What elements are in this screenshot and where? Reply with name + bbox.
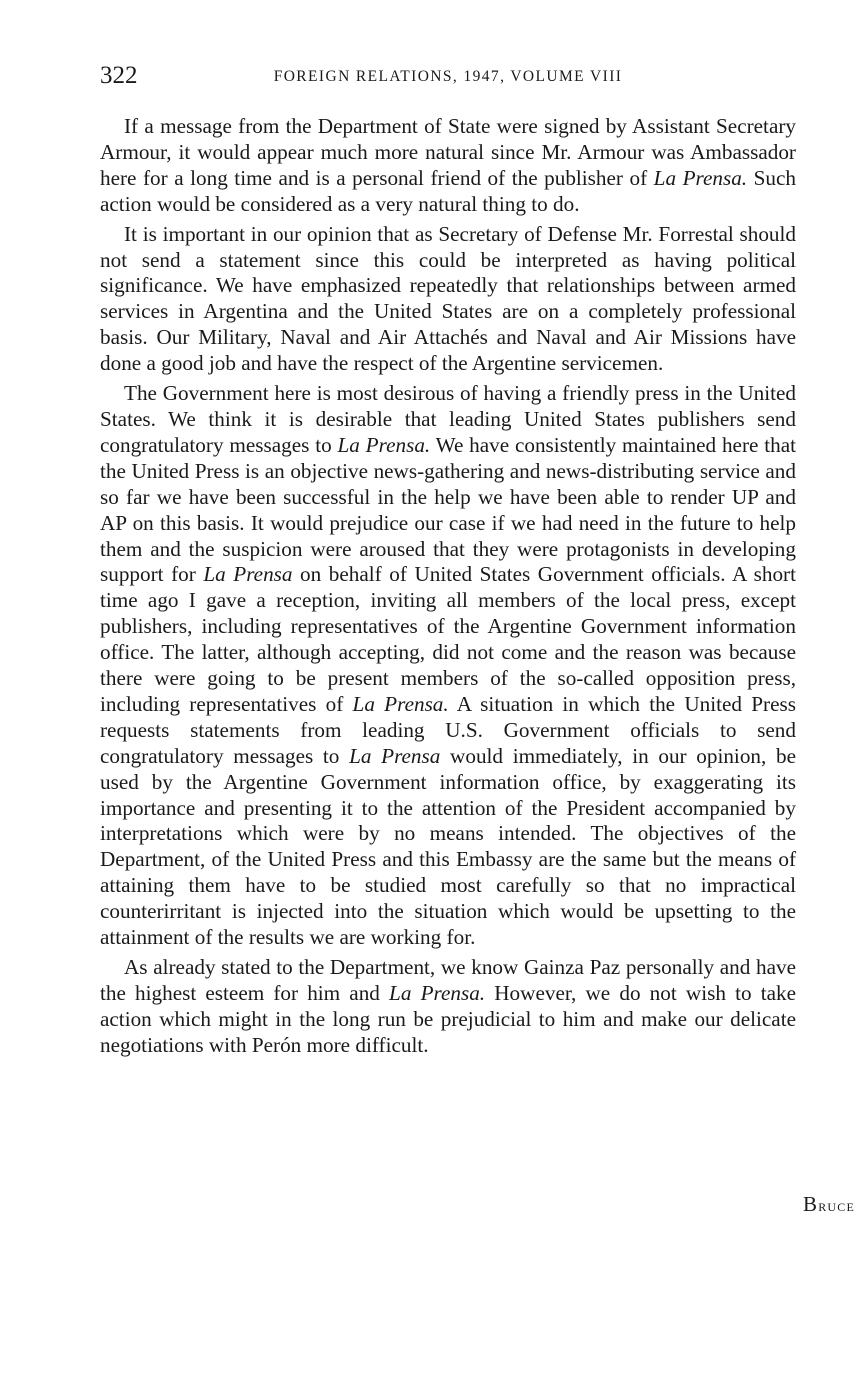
italic-text: La Prensa. — [352, 691, 449, 716]
paragraph — [100, 222, 796, 377]
italic-text: La Prensa. — [389, 980, 486, 1005]
italic-text: La Prensa — [349, 743, 441, 768]
paragraph — [100, 114, 796, 218]
text-segment: However, we do not wish to take action which might in the long run be prejudicial to him and make our delicate negotiations with Perón more difficult. — [100, 980, 796, 1057]
document-page — [100, 62, 796, 1063]
text-segment: would immediately, in our opinion, be used by the Argentine Government information office, by exaggerating its importance and presenting it to the attention of the President accompanied by interpretations which were by no means intended. The objectives of the Department, of the United Press and this Embassy are the same but the means of attaining them have to be studied most carefully so that no impractical counterirritant is injected into the situation which would be upsetting to the attainment of the results we are working for. — [100, 743, 796, 950]
italic-text: La Prensa. — [653, 165, 748, 190]
body-text — [100, 114, 796, 1059]
paragraph — [100, 955, 796, 1059]
text-segment: We have consistently maintained here that the United Press is an objective news-gathering and news-distributing service and so far we have been successful in the help we have been able to render UP and AP on this basis. It would prejudice our case if we had need in the future to help them and the suspicion were aroused that they were protagonists in developing support for — [100, 432, 796, 587]
italic-text: La Prensa — [203, 562, 293, 587]
text-segment: The Government here is most desirous of having a friendly press in the United States. We think it is desirable that leading United States publishers send congratulatory messages to — [100, 381, 796, 457]
paragraph — [100, 381, 796, 951]
text-segment: It is important in our opinion that as Secretary of Defense Mr. Forrestal should not send a statement since this could be interpreted as having political significance. We have emphasized repeatedly that relationships between armed services in Argentina and the United States are on a completely professional basis. Our Military, Naval and Air Attachés and Naval and Air Missions have done a good job and have the respect of the Argentine servicemen. — [100, 221, 796, 376]
italic-text: La Prensa. — [337, 432, 431, 457]
text-segment: A situation in which the United Press requests statements from leading U.S. Government officials to send congratulatory messages to — [100, 691, 796, 768]
page-number: 322 — [100, 62, 138, 89]
running-head: FOREIGN RELATIONS, 1947, VOLUME VIII — [273, 68, 623, 85]
signature: Bruce — [802, 1192, 855, 1216]
page-header — [100, 62, 796, 96]
text-segment: As already stated to the Department, we know Gainza Paz personally and have the highest esteem for him and — [100, 955, 796, 1005]
text-segment: Such action would be considered as a very natural thing to do. — [100, 165, 797, 216]
text-segment: on behalf of United States Government officials. A short time ago I gave a reception, inviting all members of the local press, except publishers, including representatives of the Argentine Government information office. The latter, although accepting, did not come and the reason was because there were going to be present members of the so-called opposition press, including representatives of — [100, 562, 796, 716]
text-segment: If a message from the Department of State were signed by Assistant Secretary Armour, it would appear much more natural since Mr. Armour was Ambassador here for a long time and is a personal friend of the publisher of — [100, 114, 796, 190]
